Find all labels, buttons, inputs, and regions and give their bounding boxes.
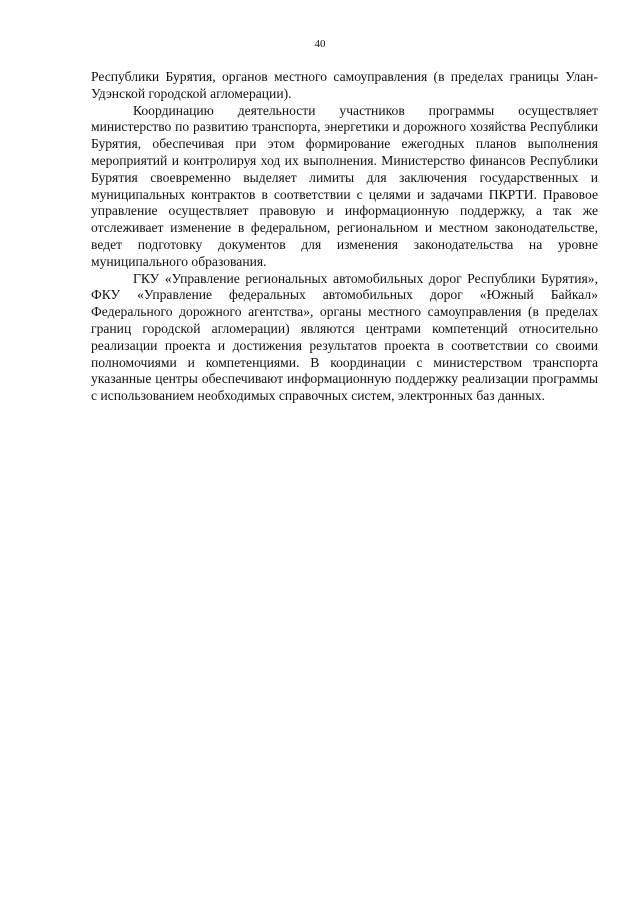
paragraph-continuation: Республики Бурятия, органов местного самоуправления (в пределах границы Улан-Удэнской городской агломерации).	[91, 69, 598, 101]
body-text	[91, 69, 598, 405]
page-number: 40	[314, 38, 326, 50]
paragraph-coordination: Координацию деятельности участников программы осуществляет министерство по развитию транспорта, энергетики и дорожного хозяйства Республики Бурятия, обеспечивая при этом формирование ежегодных планов выполнения мероприятий и контролируя ход их выполнения. Министерство финансов Республики Бурятия своевременно выделяет лимиты для заключения государственных и муниципальных контрактов в соответствии с целями и задачами ПКРТИ. Правовое управление осуществляет правовую и информационную поддержку, а так же отслеживает изменение в федеральном, региональном и местном законодательстве, ведет подготовку документов для изменения законодательства на уровне муниципального образования.	[91, 102, 598, 269]
paragraph-competence-centers: ГКУ «Управление региональных автомобильных дорог Республики Бурятия», ФКУ «Управление федеральных автомобильных дорог «Южный Байкал» Федерального дорожного агентства», органы местного самоуправления (в пределах границ городской агломерации) являются центрами компетенций относительно реализации проекта и достижения результатов проекта в соответствии со своими полномочиями и компетенциями. В координации с министерством транспорта указанные центры обеспечивают информационную поддержку реализации программы с использованием необходимых справочных систем, электронных баз данных.	[91, 270, 598, 404]
